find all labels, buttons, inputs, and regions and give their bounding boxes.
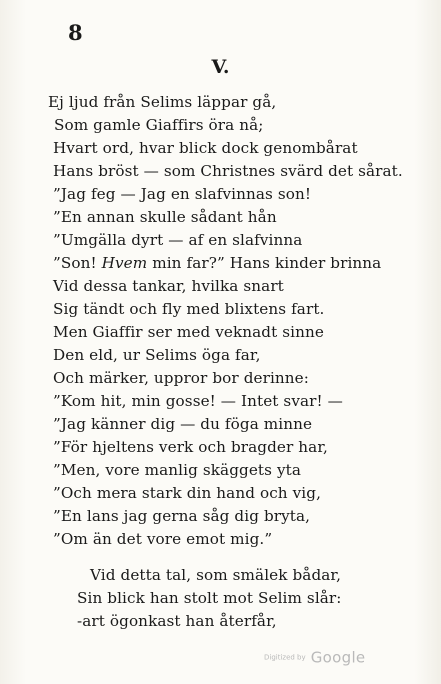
verse-line: Hans bröst — som Christnes svärd det sårat. <box>53 162 403 180</box>
verse-line: Sin blick han stolt mot Selim slår: <box>77 589 342 607</box>
verse-line <box>53 253 381 273</box>
verse-line: Vid detta tal, som smälek bådar, <box>90 566 342 584</box>
verse-line: ”Och mera stark din hand och vig, <box>53 484 322 502</box>
verse-line: ”En lans jag gerna såg dig bryta, <box>53 507 311 525</box>
verse-line: ”Jag feg — Jag en slafvinnas son! <box>53 185 312 203</box>
verse-line: Den eld, ur Selims öga far, <box>53 346 261 364</box>
page-number: 8 <box>68 20 83 45</box>
verse-line: ”Kom hit, min gosse! — Intet svar! — <box>53 392 343 410</box>
verse-line: Men Giaffir ser med veknadt sinne <box>53 323 324 341</box>
verse-line: Vid dessa tankar, hvilka snart <box>53 277 284 295</box>
verse-text: ”Son! <box>53 254 97 272</box>
verse-line: ”Men, vore manlig skäggets yta <box>53 461 301 479</box>
verse-line: Ej ljud från Selims läppar gå, <box>48 93 277 111</box>
verse-line: -art ögonkast han återfår, <box>77 612 277 630</box>
verse-line: Som gamle Giaffirs öra nå; <box>54 116 264 134</box>
verse-line: Hvart ord, hvar blick dock genombårat <box>53 139 358 157</box>
chapter-heading: V. <box>211 56 230 78</box>
verse-line: ”Jag känner dig — du föga minne <box>53 415 313 433</box>
italic-word: Hvem <box>101 254 148 272</box>
verse-line: Sig tändt och fly med blixtens fart. <box>53 300 325 318</box>
verse-line: ”En annan skulle sådant hån <box>53 208 277 226</box>
watermark-prefix: Digitized by <box>264 653 306 662</box>
verse-line: ”För hjeltens verk och bragder har, <box>53 438 328 456</box>
verse-line: ”Umgälla dyrt — af en slafvinna <box>53 231 303 249</box>
verse-line: ”Om än det vore emot mig.” <box>53 530 273 548</box>
digitization-watermark <box>264 647 365 667</box>
google-logo: Google <box>310 648 366 667</box>
verse-line: Och märker, uppror bor derinne: <box>53 369 309 387</box>
verse-text: min far?” Hans kinder brinna <box>152 254 382 272</box>
